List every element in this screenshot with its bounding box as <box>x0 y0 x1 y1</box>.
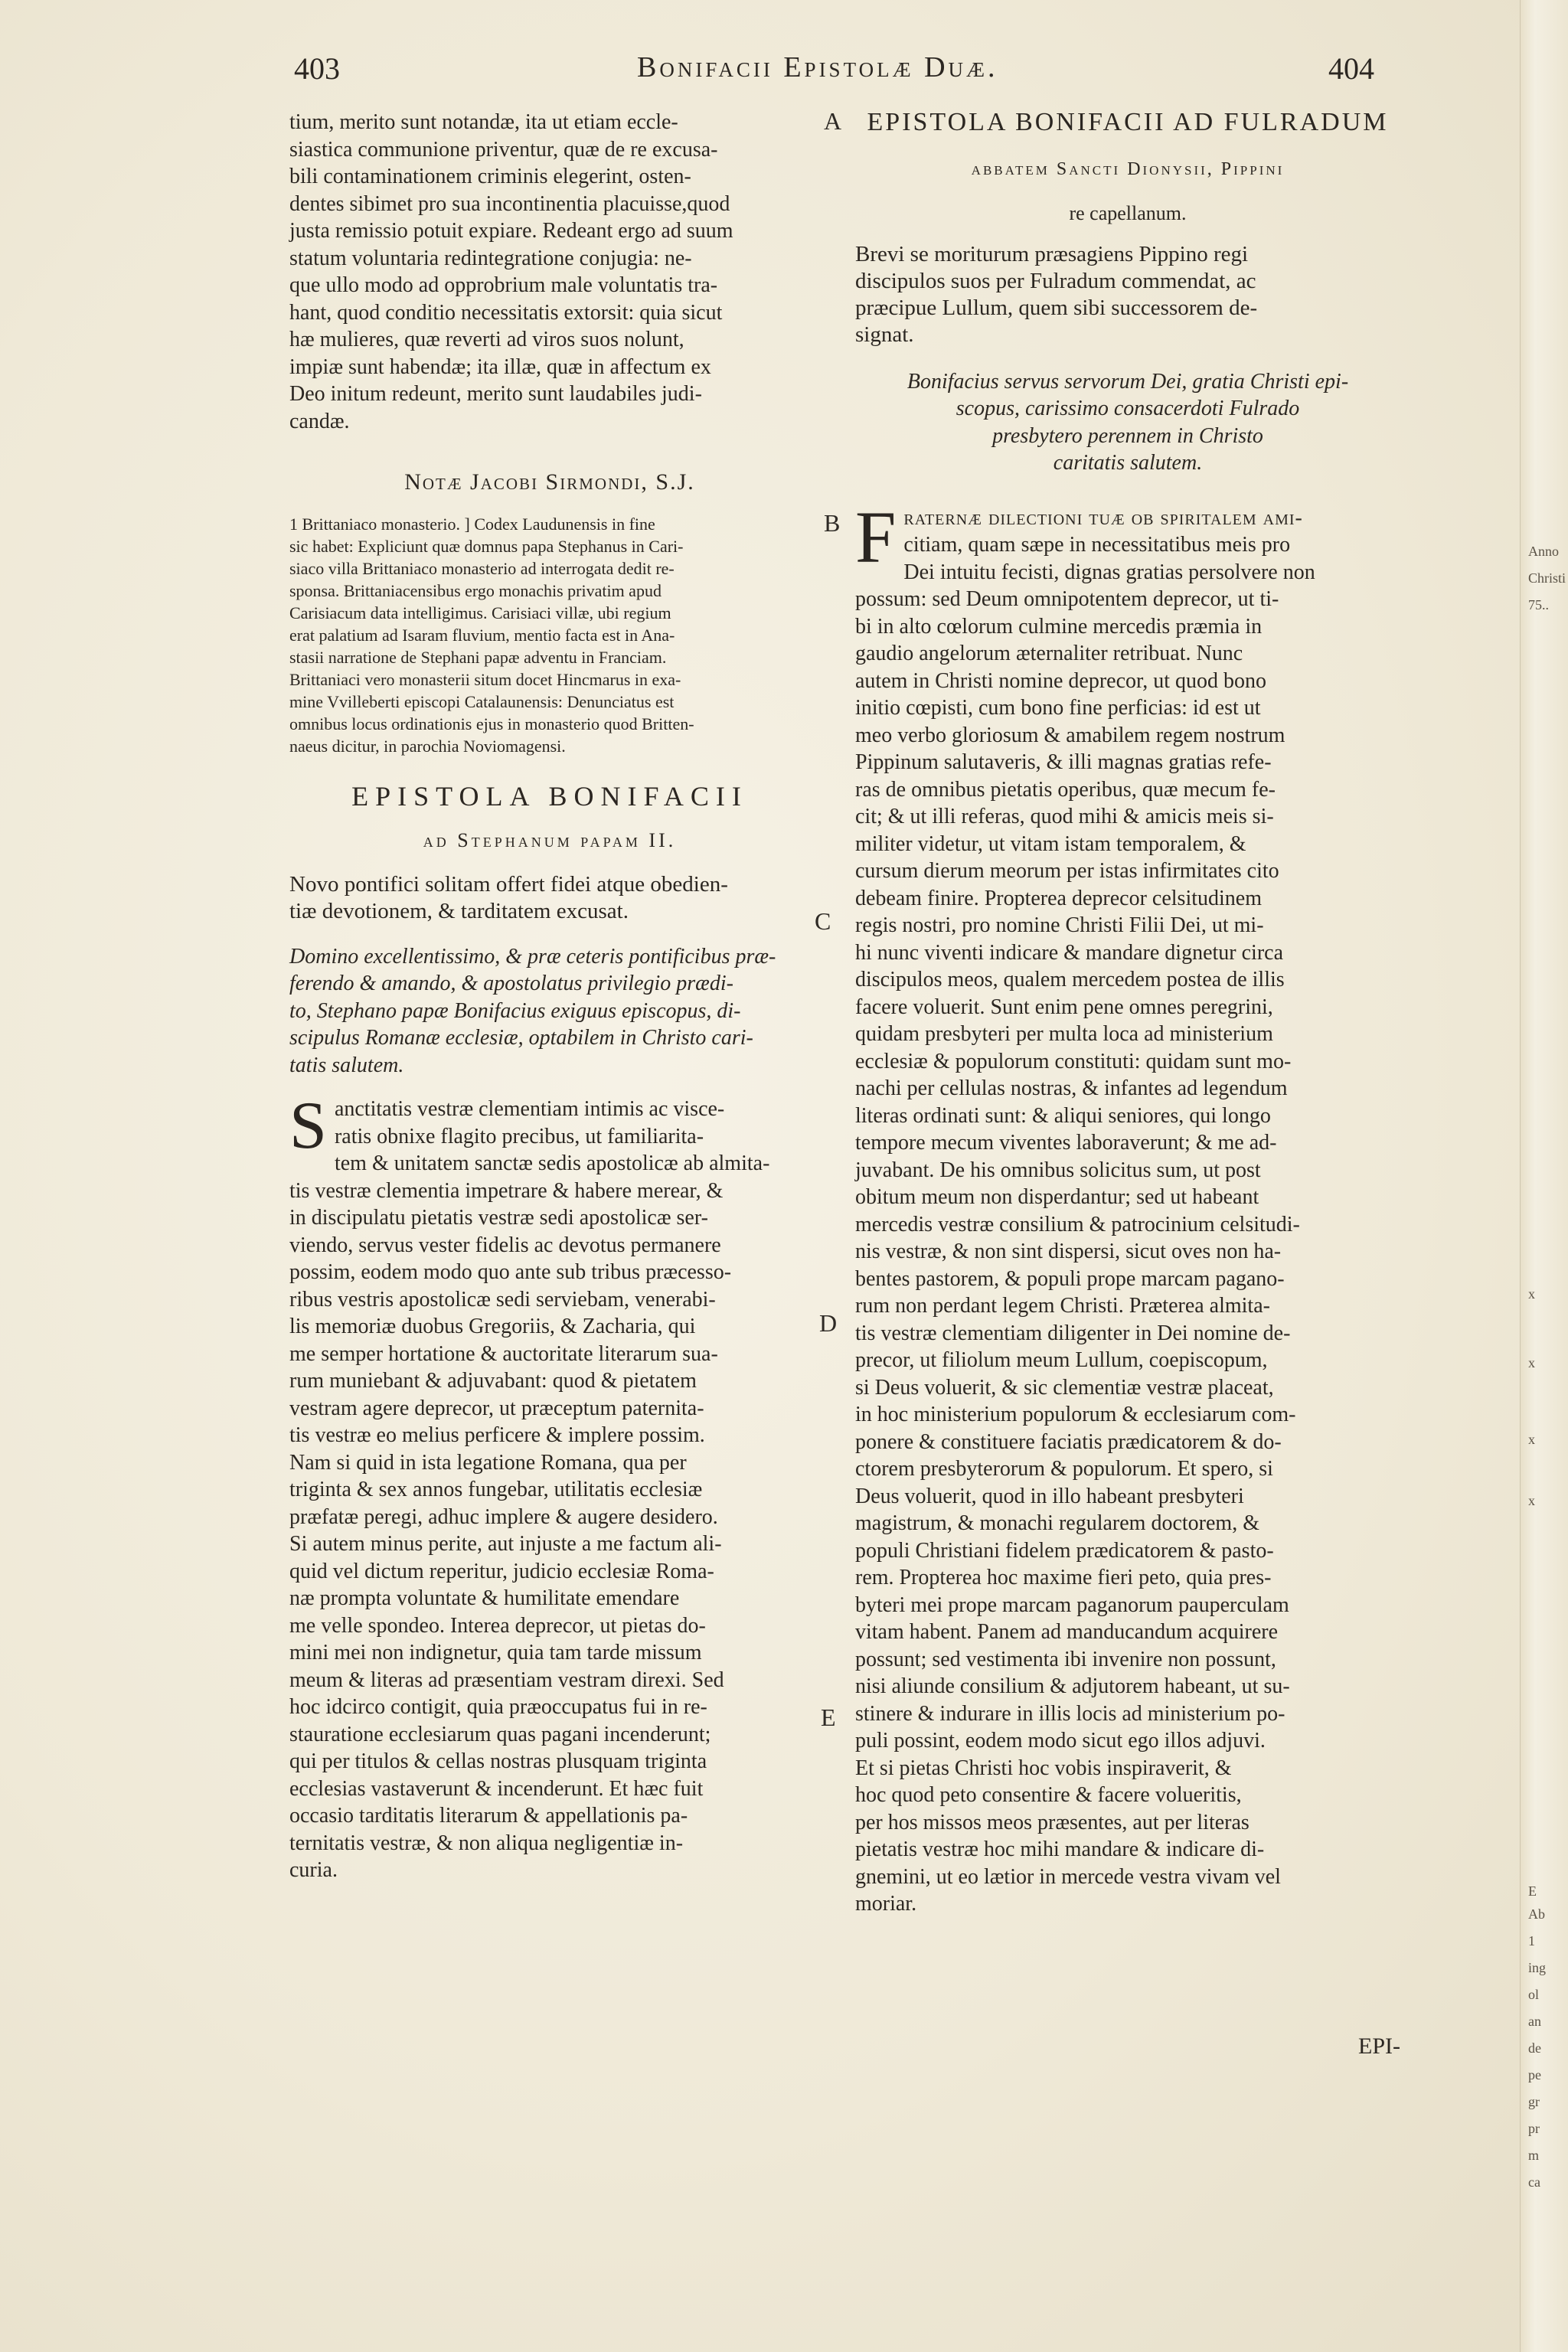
text-line: Et si pietas Christi hoc vobis inspiraverit, & <box>855 1756 1232 1780</box>
letter-lines <box>289 1123 810 1884</box>
epistle-subtitle: ad Stephanum papam II. <box>423 829 677 851</box>
text-line: precor, ut filiolum meum Lullum, coepiscopum, <box>855 1348 1268 1372</box>
text-line: in discipulatu pietatis vestræ sedi apostolicæ ser- <box>289 1206 708 1230</box>
note-line: omnibus locus ordinationis ejus in monasterio quod Britten- <box>289 714 694 733</box>
salutation-line: presbytero perennem in Christo <box>992 423 1263 448</box>
text-line: hoc idcirco contigit, quia præoccupatus fui in re- <box>289 1695 707 1719</box>
text-line: mercedis vestræ consilium & patrocinium celsitudi- <box>855 1212 1300 1236</box>
gutter-fragment: de <box>1528 2040 1541 2056</box>
margin-marker-b: B <box>824 509 841 537</box>
margin-marker-a: A <box>824 107 842 135</box>
gutter-fragment: x <box>1528 1493 1535 1508</box>
gutter-fragment: an <box>1528 2014 1541 2029</box>
text-line: tis vestræ clementia impetrare & habere merear, & <box>289 1178 724 1203</box>
letter-first-line: anctitatis vestræ clementiam intimis ac visce- <box>334 1097 725 1121</box>
gutter-fragment: Christi <box>1528 570 1566 586</box>
letter-body <box>289 1089 810 1884</box>
gutter-fragment: ca <box>1528 2174 1540 2190</box>
text-line: hi nunc viventi indicare & mandare dignetur circa <box>855 940 1284 965</box>
text-line: impiæ sunt habendæ; ita illæ, quæ in affectum ex <box>289 354 711 379</box>
salutation-line: caritatis salutem. <box>1053 451 1203 475</box>
note-line: 1 Brittaniaco monasterio. ] Codex Laudunensis in fine <box>289 514 655 534</box>
gutter-fragment: pr <box>1528 2121 1540 2136</box>
margin-marker-e: E <box>821 1704 836 1731</box>
text-line: rem. Propterea hoc maxime fieri peto, quia pres- <box>855 1566 1272 1589</box>
catchword: EPI- <box>1358 2033 1400 2059</box>
running-title: Bonifacii Epistolæ Duæ. <box>637 51 998 83</box>
text-line: Deus voluerit, quod in illo habeant presbyteri <box>855 1484 1244 1508</box>
letter-second-line: citiam, quam sæpe in necessitatibus meis pro <box>903 533 1291 557</box>
text-line: vitam habent. Panem ad manducandum acquirere <box>855 1620 1279 1644</box>
text-line: militer videtur, ut vitam istam temporalem, & <box>855 831 1246 856</box>
text-line: initio cœpisti, cum bono fine perficias: id est ut <box>855 696 1261 720</box>
text-line: pietatis vestræ hoc mihi mandare & indicare di- <box>855 1838 1265 1861</box>
gutter-fragment: x <box>1528 1355 1535 1370</box>
summary-line: præcipue Lullum, quem sibi successorem de- <box>855 295 1258 320</box>
text-line: regis nostri, pro nomine Christi Filii Dei, ut mi- <box>855 913 1264 937</box>
text-line: ponere & constituere faciatis prædicatorem & do- <box>855 1429 1282 1454</box>
text-line: obitum meum non disperdantur; sed ut habeant <box>855 1185 1259 1209</box>
text-line: Deo initum redeunt, merito sunt laudabiles judi- <box>289 382 702 406</box>
summary-line: Novo pontifici solitam offert fidei atque obedien- <box>289 871 728 897</box>
text-line: mini mei non indignetur, quia tam tarde missum <box>289 1641 702 1664</box>
margin-marker-c: C <box>815 907 831 935</box>
note-line: mine Vvilleberti episcopi Catalaunensis: Denunciatus est <box>289 691 675 711</box>
summary-line: Brevi se moriturum præsagiens Pippino regi <box>855 241 1249 266</box>
text-line: possum: sed Deum omnipotentem deprecor, ut ti- <box>855 587 1279 611</box>
salutation <box>855 368 1400 477</box>
notes-heading: Notæ Jacobi Sirmondi, S.J. <box>404 469 695 495</box>
text-line: stinere & indurare in illis locis ad ministerium po- <box>855 1701 1285 1726</box>
continuation-text <box>289 109 810 435</box>
epistle-summary <box>855 241 1400 348</box>
text-line: bi in alto cœlorum culmine mercedis præmia in <box>855 614 1263 639</box>
left-column <box>289 109 810 1884</box>
right-column <box>855 109 1400 2060</box>
text-line: statum voluntaria redintegratione conjugia: ne- <box>289 246 692 270</box>
text-line: facere voluerit. Sunt enim pene omnes peregrini, <box>855 995 1273 1019</box>
text-line: candæ. <box>289 409 350 433</box>
note-line: siaco villa Brittaniaco monasterio ad interrogata dedit re- <box>289 558 675 578</box>
text-line: tempore mecum viventes laboraverunt; & me ad- <box>855 1131 1277 1155</box>
text-line: justa remissio potuit expiare. Redeant ergo ad suum <box>289 219 733 243</box>
text-line: hant, quod conditio necessitatis extorsit: quia sicut <box>289 300 723 325</box>
gutter-fragment: ing <box>1528 1960 1547 1975</box>
text-line: rum non perdant legem Christi. Præterea almita- <box>855 1294 1270 1318</box>
text-line: curia. <box>289 1858 338 1882</box>
text-line: si Deus voluerit, & sic clementiæ vestræ placeat, <box>855 1375 1274 1400</box>
salutation-line: scipulus Romanæ ecclesiæ, optabilem in Christo cari- <box>289 1026 753 1050</box>
gutter-fragment: gr <box>1528 2094 1540 2109</box>
note-line: Carisiacum data intelligimus. Carisiaci villæ, ubi regium <box>289 603 671 622</box>
note-line: erat palatium ad Isaram fluvium, mentio facta est in Ana- <box>289 625 675 645</box>
text-line: Si autem minus perite, aut injuste a me factum ali- <box>289 1532 722 1556</box>
text-line: meo verbo gloriosum & amabilem regem nostrum <box>855 723 1285 747</box>
text-line: præfatæ peregi, adhuc implere & augere desidero. <box>289 1504 718 1529</box>
text-line: cit; & ut illi referas, quod mihi & amicis meis si- <box>855 805 1274 828</box>
gutter-fragment: m <box>1528 2148 1540 2163</box>
text-line: in hoc ministerium populorum & ecclesiarum com- <box>855 1403 1296 1426</box>
text-line: autem in Christi nomine deprecor, ut quod bono <box>855 668 1267 693</box>
text-line: bentes pastorem, & populi prope marcam pagano- <box>855 1266 1285 1291</box>
sirmond-notes <box>289 513 810 757</box>
text-line: tis vestræ eo melius perficere & implere possim. <box>289 1423 705 1447</box>
note-line: sic habet: Expliciunt quæ domnus papa Stephanus in Cari- <box>289 536 684 556</box>
text-line: quid vel dictum reperitur, judicio ecclesiæ Roma- <box>289 1559 714 1583</box>
summary-line: discipulos suos per Fulradum commendat, ac <box>855 268 1256 293</box>
text-line: possunt; sed vestimenta ibi invenire non possunt, <box>855 1647 1276 1671</box>
letter-body <box>855 495 1400 1918</box>
text-line: ecclesiæ & populorum constituti: quidam sunt mo- <box>855 1049 1292 1073</box>
text-line: tis vestræ clementiam diligenter in Dei nomine de- <box>855 1321 1291 1345</box>
text-line: næ prompta voluntate & humilitate emendare <box>289 1586 680 1610</box>
gutter-fragment: Anno <box>1528 544 1559 559</box>
text-line: possim, eodem modo quo ante sub tribus præcesso- <box>289 1260 732 1284</box>
text-line: vestram agere deprecor, ut præceptum paternita- <box>289 1396 704 1420</box>
gutter-fragment: Ab <box>1528 1906 1545 1922</box>
epistle-summary <box>289 871 810 925</box>
epistle-subtitle-line-2: re capellanum. <box>1069 202 1187 224</box>
text-line: me velle spondeo. Interea deprecor, ut pietas do- <box>289 1613 706 1638</box>
text-line: gnemini, ut eo lætior in mercede vestra vivam vel <box>855 1864 1281 1889</box>
text-line: tem & unitatem sanctæ sedis apostolicæ ab almita- <box>334 1152 770 1175</box>
gutter-fragment: 1 <box>1528 1933 1535 1949</box>
text-line: meum & literas ad præsentiam vestram direxi. Sed <box>289 1668 724 1692</box>
text-line: cursum dierum meorum per istas infirmitates cito <box>855 859 1279 883</box>
note-line: stasii narratione de Stephani papæ adventu in Franciam. <box>289 647 667 667</box>
text-line: per hos missos meos præsentes, aut per literas <box>855 1810 1250 1834</box>
text-line: byteri mei prope marcam paganorum pauperculam <box>855 1592 1289 1617</box>
text-line: hoc quod peto consentire & facere volueritis, <box>855 1783 1242 1807</box>
text-line: Dei intuitu fecisti, dignas gratias persolvere non <box>903 560 1315 584</box>
letter-first-line: raternæ dilectioni tuæ ob spiritalem ami- <box>903 505 1303 530</box>
text-line: debeam finire. Propterea deprecor celsitudinem <box>855 886 1262 910</box>
text-line: qui per titulos & cellas nostras plusquam triginta <box>289 1749 707 1773</box>
text-line: moriar. <box>855 1892 917 1916</box>
text-line: literas ordinati sunt: & aliqui seniores, qui longo <box>855 1103 1271 1128</box>
salutation-line: scopus, carissimo consacerdoti Fulrado <box>956 397 1300 420</box>
text-line: staurationе ecclesiarum quas pagani incenderunt; <box>289 1722 711 1746</box>
text-line: siastica communione priventur, quæ de re excusa- <box>289 137 718 162</box>
text-line: populi Christiani fidelem prædicatorem & pasto- <box>855 1538 1274 1563</box>
text-line: ternitatis vestræ, & non aliqua negligentiæ in- <box>289 1831 684 1855</box>
salutation-line: ferendo & amando, & apostolatus privilegio prædi- <box>289 972 733 995</box>
salutation-line: to, Stephano papæ Bonifacius exiguus episcopus, di- <box>289 998 741 1023</box>
text-line: gaudio angelorum æternaliter retribuat. Nunc <box>855 642 1243 665</box>
text-line: nis vestræ, & non sint dispersi, sicut oves non ha- <box>855 1240 1282 1263</box>
salutation-line: tatis salutem. <box>289 1053 404 1077</box>
text-line: puli possint, eodem modo sicut ego illos adjuvi. <box>855 1729 1266 1753</box>
epistle-title: EPISTOLA BONIFACII <box>351 780 748 812</box>
text-line: ecclesias vastaverunt & incenderunt. Et hæc fuit <box>289 1776 704 1801</box>
letter-lines <box>855 559 1400 1918</box>
left-page-number: 403 <box>294 51 340 86</box>
text-line: ctorem presbyterorum & populorum. Et spero, si <box>855 1457 1273 1481</box>
note-line: Brittaniaci vero monasterii situm docet Hincmarus in exa- <box>289 669 681 689</box>
salutation-line: Domino excellentissimo, & præ ceteris pontificibus præ- <box>289 944 776 969</box>
text-line: nisi aliunde consilium & adjutorem habeant, ut su- <box>855 1674 1290 1698</box>
margin-marker-d: D <box>819 1309 838 1337</box>
gutter-fragment: x <box>1528 1432 1535 1447</box>
text-line: discipulos meos, qualem mercedem postea de illis <box>855 968 1285 991</box>
text-line: que ullo modo ad opprobrium male voluntatis tra- <box>289 273 718 297</box>
gutter-fragment: ol <box>1528 1987 1540 2002</box>
text-line: Nam si quid in ista legatione Romana, qua per <box>289 1450 687 1475</box>
text-line: occasio tarditatis literarum & appellationis pa- <box>289 1804 688 1828</box>
text-line: bili contaminationem criminis elegerint, osten- <box>289 165 691 188</box>
gutter-fragment: 75.. <box>1528 597 1549 612</box>
epistle-title: EPISTOLA BONIFACII AD FULRADUM <box>867 108 1389 136</box>
drop-capital: F <box>855 495 897 578</box>
note-line: naeus dicitur, in parochia Noviomagensi. <box>289 736 566 756</box>
text-line: rum muniebant & adjuvabant: quod & pietatem <box>289 1369 697 1393</box>
summary-line: tiæ devotionem, & tarditatem excusat. <box>289 898 629 923</box>
text-line: ras de omnibus pietatis operibus, quæ mecum fe- <box>855 777 1276 802</box>
text-line: juvabant. De his omnibus solicitus sum, ut post <box>855 1158 1261 1182</box>
text-line: viendo, servus vester fidelis ac devotus permanere <box>289 1233 721 1257</box>
drop-capital: S <box>289 1089 327 1163</box>
gutter-fragment: E <box>1528 1883 1537 1899</box>
summary-line: signat. <box>855 322 914 347</box>
text-line: triginta & sex annos fungebar, utilitatis ecclesiæ <box>289 1478 703 1501</box>
gutter-fragment: x <box>1528 1286 1535 1302</box>
text-line: dentes sibimet pro sua incontinentia placuisse,quod <box>289 191 730 216</box>
text-line: magistrum, & monachi regularem doctorem, & <box>855 1511 1259 1535</box>
text-line: ribus vestris apostolicæ sedi serviebam, venerabi- <box>289 1287 716 1312</box>
text-line: me semper hortatione & auctoritate literarum sua- <box>289 1341 718 1366</box>
text-line: nachi per cellulas nostras, & infantes ad legendum <box>855 1076 1288 1100</box>
text-line: tium, merito sunt notandæ, ita ut etiam eccle- <box>289 110 678 134</box>
text-line: lis memoriæ duobus Gregoriis, & Zacharia, qui <box>289 1315 696 1338</box>
text-line: hæ mulieres, quæ reverti ad viros suos nolunt, <box>289 328 684 351</box>
note-line: sponsa. Brittaniacensibus ergo monachis privatim apud <box>289 580 662 600</box>
right-page-number: 404 <box>1328 51 1374 86</box>
epistle-subtitle-line-1: abbatem Sancti Dionysii, Pippini <box>971 158 1285 179</box>
text-line: Pippinum salutaveris, & illi magnas gratias refe- <box>855 750 1272 774</box>
text-line: ratis obnixe flagito precibus, ut familiarita- <box>334 1124 704 1148</box>
gutter-fragment: pe <box>1528 2067 1541 2082</box>
text-line: quidam presbyteri per multa loca ad ministerium <box>855 1022 1273 1046</box>
next-page-gutter <box>1520 0 1568 2352</box>
salutation-line: Bonifacius servus servorum Dei, gratia Christi epi- <box>906 369 1349 394</box>
salutation <box>289 943 810 1080</box>
